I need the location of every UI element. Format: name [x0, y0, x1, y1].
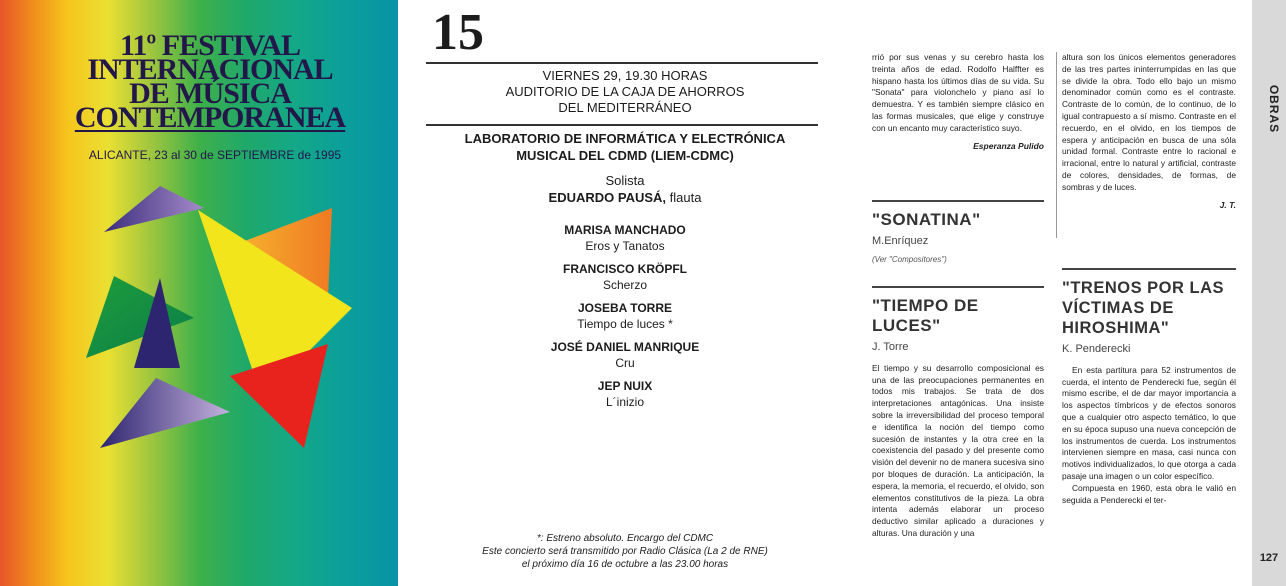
sonatina-section	[872, 210, 1044, 266]
venue-line: AUDITORIO DE LA CAJA DE AHORROS	[505, 84, 745, 99]
date-line: VIERNES 29, 19.30 HORAS	[542, 68, 708, 83]
program-item	[420, 261, 830, 300]
section-tab-text: OBRAS	[1267, 84, 1281, 134]
cover-title-line: 11º FESTIVAL	[120, 29, 300, 62]
composer-name: FRANCISCO KRÖPFL	[563, 262, 687, 276]
composer-name: JEP NUIX	[597, 379, 653, 393]
section-divider	[872, 286, 1044, 288]
soloist	[420, 190, 830, 205]
green-triangle	[86, 276, 194, 358]
work-title: Tiempo de luces *	[577, 317, 673, 331]
footnote-line: *: Estreno absoluto. Encargo del CDMC	[536, 533, 714, 544]
note-paragraph: altura son los únicos elementos generadores de las tres partes ininterrumpidas en las que se divide la obra. Todo ello bajo un mismo denominador común como es el contraste. Contraste de lo común, de lo continuo, de lo igual contrapuesto a sí mismo. Contraste en el recuerdo, en el olvido, en los tiempos de espera y anticipación en busca de una sóla unidad formal. Contraste entre lo racional e irracional, entre lo natural y artificial, contraste de colores, densidades, de formas, de sombras y de luces.	[1062, 52, 1236, 192]
program-item	[420, 378, 830, 417]
work-title: Cru	[615, 356, 635, 370]
footnote	[420, 532, 830, 571]
notes-col2-top	[1062, 52, 1236, 211]
note-paragraph: El tiempo y su desarrollo composicional es una de las preocupaciones permanentes en todos mis trabajos. Se trata de dos interpretaciones antagónicas. Una insiste sobre la irreversibilidad del proceso temporal e identifica la noción del tiempo como sucesión de instantes y la otra cree en la coexistencia del pasado y del presente como visión del devenir no de manera sucesiva sino por bloques de duración. La anticipación, la espera, la memoria, el recuerdo, el olvido, son elementos constitutivos de la pieza. La obra intenta además elaborar un proceso deductivo similar aplicado a duraciones y alturas. Una duración y una	[872, 362, 1044, 538]
program-item	[420, 222, 830, 261]
notes-col1-top	[872, 52, 1044, 152]
ensemble-name	[420, 130, 830, 164]
author-signature: J. T.	[1219, 199, 1236, 210]
concert-date-venue	[420, 68, 830, 116]
program-item	[420, 300, 830, 339]
work-title: Eros y Tanatos	[585, 239, 665, 253]
program-item	[420, 339, 830, 378]
purple-triangle-bottom	[100, 378, 230, 448]
work-heading: "SONATINA"	[872, 210, 981, 229]
venue-line: DEL MEDITERRÁNEO	[558, 100, 692, 115]
soloist-label: Solista	[605, 173, 645, 188]
work-heading: "TRENOS POR LAS	[1062, 279, 1225, 297]
work-title: Scherzo	[602, 278, 648, 292]
section-divider	[1062, 268, 1236, 270]
page-number: 127	[1259, 552, 1279, 564]
triangles-artwork	[82, 180, 362, 480]
program-notes-page	[848, 0, 1286, 586]
section-divider	[872, 200, 1044, 202]
note-paragraph: En esta partitura para 52 instrumentos de cuerda, el intento de Penderecki fue, según él mismo escribe, el de dar mayor importancia a los aspectos tímbricos y de efectos sonoros que a cualquier otro aspecto temático, lo que en su época supuso una nueva concepción de los instrumentos de cuerda. Los instrumentos intervienen siempre en masa, casi nunca con motivos individualizados, lo que otorga a cada pasaje una imagen o un color específico.	[1062, 364, 1236, 481]
ensemble-line: LABORATORIO DE INFORMÁTICA Y ELECTRÓNICA	[464, 131, 786, 146]
cover-title-line: INTERNACIONAL	[87, 53, 333, 86]
note-paragraph: rrió por sus venas y su cerebro hasta los treinta años de edad. Rodolfo Halffter es hispano hasta los últimos días de su vida. Su "Sonata" para violonchelo y piano así lo demuestra. Y es también siempre clásico en las formas musicales, que elige y construye con un encanto muy característico suyo.	[872, 52, 1044, 133]
purple-triangle-top	[104, 186, 204, 232]
cover-title-line: CONTEMPORANEA	[74, 101, 346, 134]
cover-title-line: DE MÚSICA	[129, 77, 291, 110]
trenos-section	[1062, 278, 1236, 506]
cover-title	[60, 29, 360, 134]
soloist-name: EDUARDO PAUSÁ,	[548, 190, 667, 205]
concert-number: 15	[432, 4, 484, 61]
divider	[426, 62, 818, 64]
footnote-line: Este concierto será transmitido por Radio Clásica (La 2 de RNE)	[482, 546, 768, 557]
composer-name: MARISA MANCHADO	[564, 223, 686, 237]
work-title: L´inizio	[605, 395, 644, 409]
ensemble-line: MUSICAL DEL CDMD (LIEM-CDMC)	[516, 148, 734, 163]
cross-reference: (Ver "Compositores")	[872, 254, 947, 264]
section-tab-label	[1254, 80, 1284, 140]
tiempo-section	[872, 296, 1044, 540]
work-author: M.Enríquez	[872, 235, 929, 247]
festival-cover	[0, 0, 398, 586]
footnote-line: el próximo día 16 de octubre a las 23.00 horas	[521, 559, 729, 570]
composer-name: JOSÉ DANIEL MANRIQUE	[550, 340, 700, 354]
work-heading: HIROSHIMA"	[1062, 319, 1170, 337]
work-heading: "TIEMPO DE LUCES"	[872, 296, 979, 335]
soloist-instrument: flauta	[666, 190, 702, 205]
divider	[426, 124, 818, 126]
author-signature: Esperanza Pulido	[973, 140, 1044, 151]
note-paragraph: Compuesta en 1960, esta obra le valió en seguida a Penderecki el ter-	[1062, 482, 1236, 505]
work-author: K. Penderecki	[1062, 343, 1131, 355]
work-heading: VÍCTIMAS DE	[1062, 299, 1174, 317]
composer-name: JOSEBA TORRE	[577, 301, 673, 315]
concert-program-page	[420, 0, 830, 586]
work-author: J. Torre	[872, 341, 909, 353]
program-list	[420, 222, 830, 417]
column-divider	[1056, 52, 1057, 238]
cover-dates: ALICANTE, 23 al 30 de SEPTIEMBRE de 1995	[88, 148, 342, 162]
